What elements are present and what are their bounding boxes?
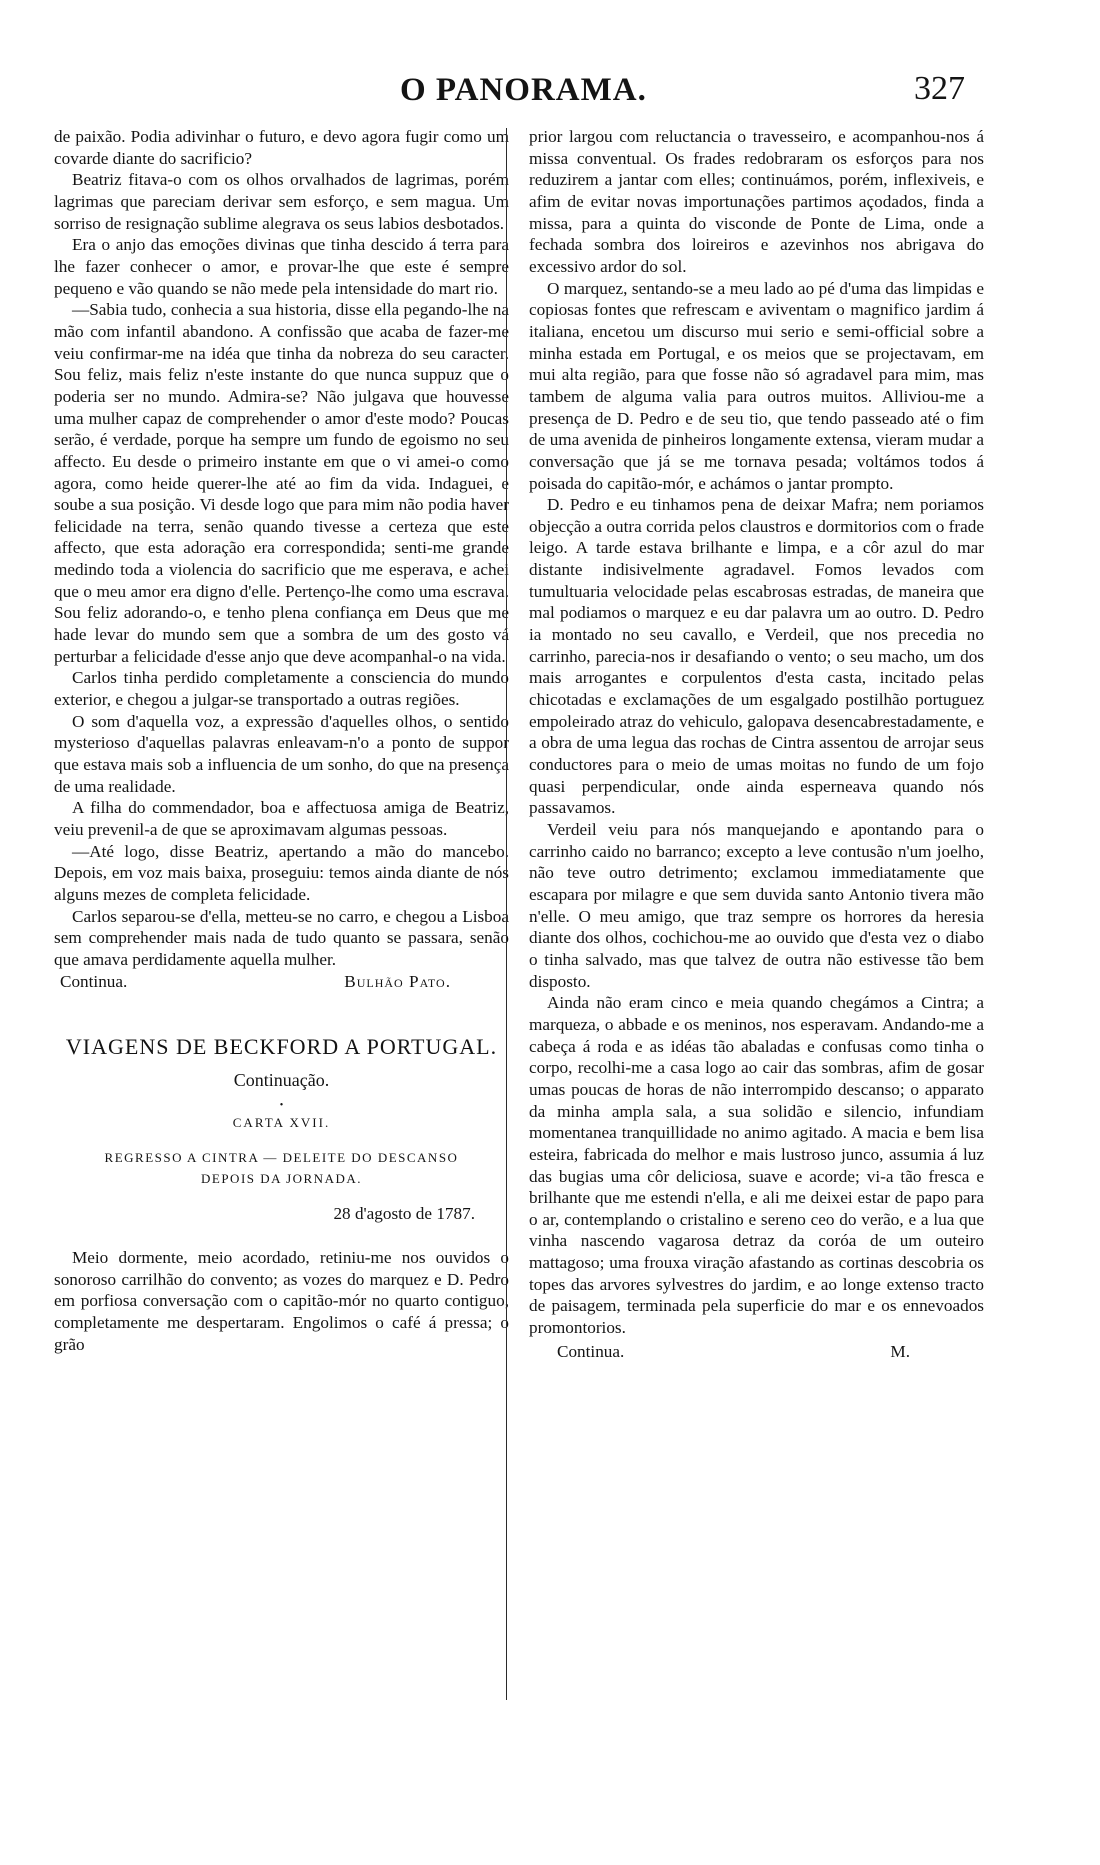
letter-subject — [54, 1147, 509, 1189]
column-rule — [506, 128, 507, 1700]
paragraph: de paixão. Podia adivinhar o futuro, e devo agora fugir como um covarde diante do sacrificio? — [54, 127, 509, 168]
section-title: VIAGENS DE BECKFORD A PORTUGAL. — [65, 1034, 498, 1060]
page-number: 327 — [914, 70, 965, 107]
paragraph: Meio dormente, meio acordado, retiniu-me nos ouvidos o sonoroso carrilhão do convento; as vozes do marquez e D. Pedro em porfiosa conversação com o capitão-mór no quarto contiguo, completamente me despertaram. Engolimos o café á pressa; o grão — [54, 1247, 509, 1354]
continua-note: Continua. — [557, 1341, 625, 1361]
continua-note: Continua. — [60, 971, 128, 991]
author-name: Bulhão Pato. — [344, 971, 451, 991]
article-ending — [529, 1341, 984, 1363]
paragraph: A filha do commendador, boa e affectuosa amiga de Beatriz, veiu prevenil-a de que se aproximavam algumas pessoas. — [54, 798, 509, 839]
author-initial: M. — [890, 1341, 910, 1361]
paragraph: D. Pedro e eu tinhamos pena de deixar Mafra; nem poriamos objecção a outra corrida pelos claustros e dormitorios com o frade leigo. A tarde estava brilhante e limpa, e a côr azul do mar distante indisivelmente agradavel. Fomos levados com tumultuaria velocidade pelas escabrosas estradas, de maneira que mal podiamos o marquez e eu dar palavra um ao outro. D. Pedro ia montado no seu cavallo, e Verdeil, que nos precedia no carrinho, parecia-nos ir desafiando o vento; o seu macho, um dos mais arrogantes e corpulentos d'esta casta, incitado pelas chicotadas e exclamações de um esgalgado postilhão portuguez empoleirado atraz do vehiculo, galopava desencabrestadamente, e a obra de uma legua das rochas de Cintra assentou de arrojar seus conductores para o meio de umas moitas no fundo de um fojo quasi perpendicular, onde ainda esperneava quando nós passavamos. — [529, 495, 984, 818]
paragraph: O marquez, sentando-se a meu lado ao pé d'uma das limpidas e copiosas fontes que refrescam e aviventam o magnifico jardim á italiana, encetou um discurso mui serio e semi-official sobre a minha estada em Portugal, e os meios que se projectavam, em mui alta região, para que fosse não só agradavel para mim, mas tambem de alguma valia para outros muitos. Alliviou-me a presença de D. Pedro e de seu tio, que tendo passeado até o fim de uma avenida de pinheiros longamente extensa, vieram mudar a conversação que já se me tornava pesada; voltámos todos á poisada do capitão-mór, e achámos o jantar prompto. — [529, 278, 984, 493]
letter-subject-line: REGRESSO A CINTRA — DELEITE DO DESCANSO — [104, 1150, 459, 1166]
paragraph: Era o anjo das emoções divinas que tinha descido á terra para lhe fazer conhecer o amor, e provar-lhe que este é sempre pequeno e vão quando se não mede pela intensidade do mart rio. — [54, 235, 509, 298]
letter-number: CARTA XVII. — [232, 1114, 331, 1130]
letter-subject-line: DEPOIS DA JORNADA. — [201, 1171, 362, 1187]
left-column — [54, 126, 509, 1355]
paragraph: —Sabia tudo, conhecia a sua historia, disse ella pegando-lhe na mão com infantil abandono. A confissão que acaba de fazer-me veiu confirmar-me na idéa que tinha da nobreza do seu caracter. Sou feliz, mais feliz n'este instante do que nunca suppuz que o poderia ser no mundo. Admira-se? Não julgava que houvesse uma mulher capaz de comprehender o amor d'este modo? Poucas serão, é verdade, porque ha sempre um fundo de egoismo no seu affecto. Eu desde o primeiro instante em que o vi amei-o como agora, como heide querer-lhe até ao fim da vida. Indaguei, e soube a sua posição. Vi desde logo que para mim não podia haver felicidade na terra, senão quando tivesse a certeza que este affecto, que esta adoração era correspondida; senti-me grande medindo toda a violencia do sacrificio que me esperava, e achei que o meu amor era digno d'elle. Pertenço-lhe como uma escrava. Sou feliz adorando-o, e tenho plena confiança em Deus que me hade levar do mundo sem que a sombra de um des gosto vá perturbar a felicidade d'esse anjo que deve acompanhal-o na vida. — [54, 300, 509, 666]
paragraph: Verdeil veiu para nós manquejando e apontando para o carrinho caido no barranco; excepto a leve contusão n'um joelho, não teve outro detrimento; exclamou immediatamente que escapara por milagre e que sem duvida santo Antonio tivera mão n'elle. O meu amigo, que traz sempre os horrores da heresia diante dos olhos, cochichou-me ao ouvido que d'esta vez o diabo o tinha salvado, mas que talvez de outra não estivesse tão bem disposto. — [529, 820, 984, 991]
ornament-dot: • — [279, 1099, 284, 1111]
paragraph: Carlos separou-se d'ella, metteu-se no carro, e chegou a Lisboa sem comprehender mais nada de tudo quanto se passara, senão que amava perdidamente aquella mulher. — [54, 906, 509, 969]
section-subtitle: Continuação. — [233, 1069, 330, 1090]
paragraph: Ainda não eram cinco e meia quando chegámos a Cintra; a marqueza, o abbade e os meninos, nos esperavam. Andando-me a cabeça á roda e as idéas tão abaladas e confusas como tinha o corpo, recolhi-me a casa logo ao cair das sombras, afim de gosar umas poucas de horas de não interrompido descanso; o apparato da minha ampla sala, a sua solidão e silencio, infundiam momentanea tranquillidade no animo agitado. A macia e bem lisa esteira, fabricada do melhor e mais lustroso junco, assumia á luz das bugias uma côr deliciosa, suave e acorde; vi-a tão fresca e brilhante que me estendi n'ella, e ali me deixei estar de papo para o ar, contemplando o cristalino e sereno ceo do verão, e a lua que vinha nascendo vagarosa detraz da coróa de um outeiro mattagoso; uma frouxa viração afastando as cortinas descobria os topes das arvores sylvestres do jardim, e ao longe extenso tracto de paisagem, terminada pela superficie do mar e os ennevoados promontorios. — [529, 993, 984, 1338]
article-signature — [54, 971, 509, 993]
paragraph: Carlos tinha perdido completamente a consciencia do mundo exterior, e chegou a julgar-se transportado a outras regiões. — [54, 668, 509, 710]
letter-date: 28 d'agosto de 1787. — [333, 1204, 475, 1224]
right-column — [529, 126, 984, 1362]
paragraph: Beatriz fitava-o com os olhos orvalhados de lagrimas, porém lagrimas que pareciam derivar sem esforço, e sem magua. Um sorriso de resignação sublime alegrava os seus labios desbotados. — [54, 170, 509, 233]
paragraph: O som d'aquella voz, a expressão d'aquelles olhos, o sentido mysterioso d'aquellas palavras enleavam-n'o a ponto de suppor que estava mais sob a influencia de um sonho, do que na presença de uma realidade. — [54, 711, 509, 796]
masthead-title: O PANORAMA. — [400, 72, 647, 108]
paragraph: prior largou com reluctancia o travesseiro, e acompanhou-nos á missa conventual. Os frades redobraram os esforços para nos reduzirem a jantar com elles; continuámos, porém, inflexiveis, e afim de evitar novas importunações partimos açodados, finda a missa, para a quinta do visconde de Ponte de Lima, onde a fechada sombra dos loireiros e azevinhos nos abrigava do excessivo ardor do sol. — [529, 127, 984, 276]
paragraph: —Até logo, disse Beatriz, apertando a mão do mancebo. Depois, em voz mais baixa, proseguiu: temos ainda diante de nós alguns mezes de completa felicidade. — [54, 841, 509, 904]
masthead — [0, 72, 1100, 120]
